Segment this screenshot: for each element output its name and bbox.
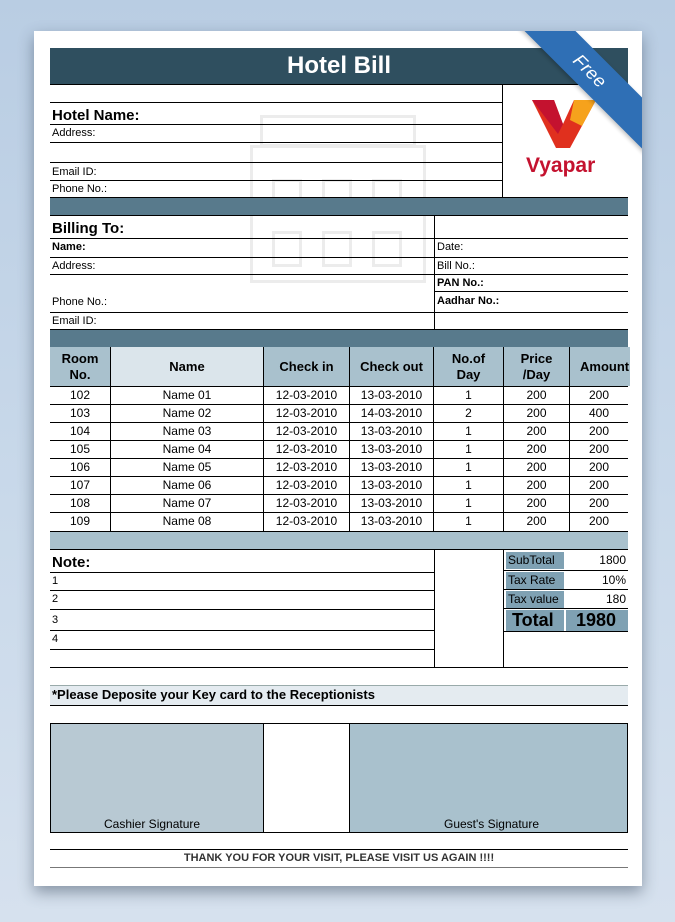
total-label: Total — [506, 610, 564, 631]
header-check-out: Check out — [350, 347, 434, 386]
billing-title: Billing To: — [52, 220, 125, 237]
cell-check-out: 14-03-2010 — [360, 406, 423, 420]
cell-room: 105 — [69, 442, 91, 456]
cell-check-in: 12-03-2010 — [275, 496, 338, 510]
hotel-name-label: Hotel Name: — [52, 107, 140, 124]
cashier-signature-label: Cashier Signature — [104, 817, 201, 831]
cell-name: Name 04 — [162, 442, 212, 456]
cell-price: 200 — [526, 460, 547, 474]
cell-name: Name 03 — [162, 424, 212, 438]
cell-amount: 200 — [588, 478, 610, 492]
vyapar-logo-icon — [530, 100, 596, 148]
cell-days: 1 — [465, 478, 472, 492]
total-value: 1980 — [566, 610, 628, 631]
cell-days: 1 — [465, 460, 472, 474]
billing-address-label: Address: — [52, 260, 96, 272]
cell-check-in: 12-03-2010 — [275, 442, 338, 456]
cell-check-in: 12-03-2010 — [275, 388, 338, 402]
subtotal-label: SubTotal — [506, 552, 564, 569]
bill-title: Hotel Bill — [50, 48, 628, 84]
hotel-email-label: Email ID: — [52, 166, 97, 178]
tax-value-label: Tax value — [506, 591, 564, 608]
cell-room: 102 — [69, 388, 91, 402]
cell-price: 200 — [526, 388, 547, 402]
cell-days: 1 — [465, 496, 472, 510]
footer-thank-you: THANK YOU FOR YOUR VISIT, PLEASE VISIT US AGAIN !!!! — [183, 852, 495, 864]
cell-check-out: 13-03-2010 — [360, 478, 423, 492]
note-item: 3 — [52, 614, 59, 626]
cell-check-out: 13-03-2010 — [360, 496, 423, 510]
table-bottom-band — [50, 532, 628, 549]
hotel-phone-label: Phone No.: — [52, 183, 108, 195]
section-divider-band — [50, 198, 628, 215]
signature-gap-box — [264, 723, 350, 833]
cell-check-out: 13-03-2010 — [360, 514, 423, 528]
cell-price: 200 — [526, 496, 547, 510]
pan-label: PAN No.: — [437, 277, 484, 289]
bill-number-label: Bill No.: — [437, 260, 475, 272]
cell-amount: 200 — [588, 388, 610, 402]
cell-check-out: 13-03-2010 — [360, 388, 423, 402]
cell-amount: 200 — [588, 460, 610, 474]
cell-check-in: 12-03-2010 — [275, 424, 338, 438]
bill-sheet — [34, 31, 642, 886]
cell-price: 200 — [526, 406, 547, 420]
tax-value-value: 180 — [605, 592, 626, 606]
cell-room: 107 — [69, 478, 91, 492]
note-title: Note: — [52, 554, 91, 571]
billing-phone-label: Phone No.: — [52, 296, 108, 308]
cell-room: 106 — [69, 460, 91, 474]
date-label: Date: — [437, 241, 464, 253]
cell-name: Name 07 — [162, 496, 212, 510]
note-item: 4 — [52, 633, 59, 645]
note-item: 1 — [52, 575, 59, 587]
hotel-address-label: Address: — [52, 127, 96, 139]
billing-email-label: Email ID: — [52, 315, 97, 327]
cell-price: 200 — [526, 442, 547, 456]
cell-price: 200 — [526, 478, 547, 492]
cell-days: 1 — [465, 514, 472, 528]
guest-signature-label: Guest's Signature — [444, 817, 540, 831]
cell-room: 104 — [69, 424, 91, 438]
cell-check-out: 13-03-2010 — [360, 424, 423, 438]
key-card-note: *Please Deposite your Key card to the Receptionists — [52, 687, 375, 702]
cell-room: 108 — [69, 496, 91, 510]
header-price-per-day: Price /Day — [504, 347, 570, 386]
aadhar-label: Aadhar No.: — [437, 295, 500, 307]
cell-name: Name 05 — [162, 460, 212, 474]
cell-days: 1 — [465, 388, 472, 402]
cell-check-in: 12-03-2010 — [275, 478, 338, 492]
cell-price: 200 — [526, 514, 547, 528]
cell-name: Name 06 — [162, 478, 212, 492]
cell-check-in: 12-03-2010 — [275, 406, 338, 420]
billing-name-label: Name: — [52, 241, 86, 253]
cell-check-out: 13-03-2010 — [360, 460, 423, 474]
free-ribbon: Free — [499, 31, 642, 162]
cell-name: Name 08 — [162, 514, 212, 528]
cell-name: Name 01 — [162, 388, 212, 402]
tax-rate-value: 10% — [601, 573, 626, 587]
header-amount: Amount — [570, 347, 630, 386]
note-item: 2 — [52, 593, 59, 605]
cell-check-in: 12-03-2010 — [275, 460, 338, 474]
cell-room: 103 — [69, 406, 91, 420]
cell-amount: 200 — [588, 442, 610, 456]
cell-price: 200 — [526, 424, 547, 438]
cell-amount: 200 — [588, 496, 610, 510]
cell-check-in: 12-03-2010 — [275, 514, 338, 528]
cell-check-out: 13-03-2010 — [360, 442, 423, 456]
header-no-of-day: No.of Day — [434, 347, 504, 386]
header-room-no: Room No. — [50, 347, 111, 386]
cell-days: 1 — [465, 424, 472, 438]
table-top-band — [50, 330, 628, 347]
cell-amount: 400 — [588, 406, 610, 420]
header-name: Name — [111, 347, 264, 386]
cell-amount: 200 — [588, 424, 610, 438]
cell-name: Name 02 — [162, 406, 212, 420]
cell-amount: 200 — [588, 514, 610, 528]
cell-days: 1 — [465, 442, 472, 456]
cell-room: 109 — [69, 514, 91, 528]
tax-rate-label: Tax Rate — [506, 572, 564, 589]
header-check-in: Check in — [264, 347, 350, 386]
cell-days: 2 — [465, 406, 472, 420]
vyapar-logo-text: Vyapar — [526, 154, 596, 177]
subtotal-value: 1800 — [599, 553, 626, 567]
